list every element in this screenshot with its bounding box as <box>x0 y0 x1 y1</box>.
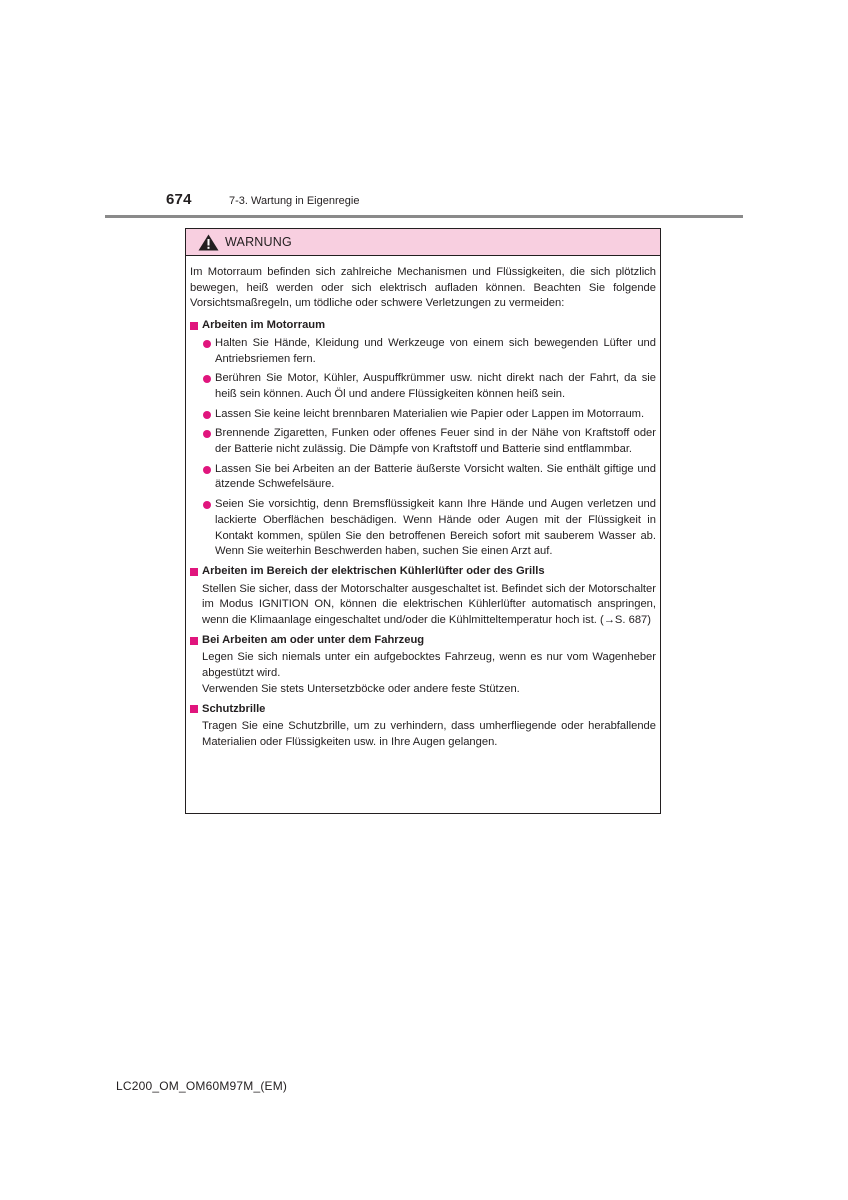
square-bullet-icon <box>190 705 198 713</box>
paragraph: Stellen Sie sicher, dass der Motorschalter ausgeschaltet ist. Befindet sich der Motorschalter im Modus IGNITION ON, können die elektrischen Kühlerlüfter automatisch anspringen, wenn die Klimaanlage eingeschaltet und/oder die Kühlmitteltemperatur hoch ist. (→S. 687) <box>202 582 656 627</box>
square-bullet-icon <box>190 568 198 576</box>
list-item <box>202 426 656 457</box>
document-code: LC200_OM_OM60M97M_(EM) <box>116 1079 288 1093</box>
bullet-list <box>190 336 656 560</box>
section-text <box>190 719 656 750</box>
paragraph: Verwenden Sie stets Untersetzböcke oder andere feste Stützen. <box>202 682 520 695</box>
section-heading-text: Bei Arbeiten am oder unter dem Fahrzeug <box>202 633 425 646</box>
warning-label: WARNUNG <box>225 235 292 249</box>
warning-box <box>185 228 661 814</box>
section-heading <box>190 702 656 718</box>
section-heading <box>190 564 656 580</box>
round-bullet-icon <box>203 466 211 474</box>
section-radiator-fans <box>190 564 656 629</box>
section-title: 7-3. Wartung in Eigenregie <box>229 195 360 207</box>
warning-body <box>186 256 660 751</box>
round-bullet-icon <box>203 411 211 419</box>
section-engine-room <box>190 318 656 560</box>
list-item <box>202 407 656 423</box>
section-heading <box>190 633 656 649</box>
round-bullet-icon <box>203 430 211 438</box>
header-rule <box>105 215 743 218</box>
warning-triangle-icon <box>198 234 219 251</box>
square-bullet-icon <box>190 637 198 645</box>
section-heading <box>190 318 656 334</box>
paragraph: Tragen Sie eine Schutzbrille, um zu verhindern, dass umherfliegende oder herabfallende Materialien oder Flüssigkeiten usw. in Ihre Augen gelangen. <box>202 720 656 748</box>
round-bullet-icon <box>203 501 211 509</box>
round-bullet-icon <box>203 340 211 348</box>
list-item-text: Lassen Sie keine leicht brennbaren Materialien wie Papier oder Lappen im Motorraum. <box>215 407 645 420</box>
warning-header <box>186 229 660 256</box>
section-under-vehicle <box>190 633 656 698</box>
list-item <box>202 336 656 367</box>
paragraph: Legen Sie sich niemals unter ein aufgebocktes Fahrzeug, wenn es nur vom Wagenheber abgestützt wird. <box>202 651 656 680</box>
section-text <box>190 582 656 629</box>
list-item <box>202 462 656 493</box>
list-item-text: Halten Sie Hände, Kleidung und Werkzeuge von einem sich bewegenden Lüfter und Antriebsriemen fern. <box>215 336 656 365</box>
list-item-text: Lassen Sie bei Arbeiten an der Batterie äußerste Vorsicht walten. Sie enthält giftige und ätzende Schwefelsäure. <box>215 462 656 491</box>
section-heading-text: Schutzbrille <box>202 702 266 715</box>
warning-intro: Im Motorraum befinden sich zahlreiche Mechanismen und Flüssigkeiten, die sich plötzlich bewegen, heiß werden oder sich elektrisch aufladen können. Beachten Sie folgende Vorsichtsmaßregeln, um tödliche oder schwere Verletzungen zu vermeiden: <box>190 266 656 310</box>
section-heading-text: Arbeiten im Motorraum <box>202 319 326 332</box>
list-item-text: Seien Sie vorsichtig, denn Bremsflüssigkeit kann Ihre Hände und Augen verletzen und lackierte Oberflächen beschädigen. Wenn Hände oder Augen mit der Flüssigkeit in Kontakt kommen, spülen Sie den betroffenen Bereich sofort mit sauberem Wasser ab. Wenn Sie weiterhin Beschwerden haben, suchen Sie einen Arzt auf. <box>215 498 656 558</box>
round-bullet-icon <box>203 375 211 383</box>
section-text <box>190 650 656 697</box>
square-bullet-icon <box>190 322 198 330</box>
list-item <box>202 371 656 402</box>
page-number: 674 <box>166 191 192 208</box>
section-safety-glasses <box>190 702 656 751</box>
list-item-text: Brennende Zigaretten, Funken oder offenes Feuer sind in der Nähe von Kraftstoff oder der Batterie nicht zulässig. Die Dämpfe von Kraftstoff und Batterie sind entflammbar. <box>215 427 656 456</box>
list-item <box>202 497 656 560</box>
list-item-text: Berühren Sie Motor, Kühler, Auspuffkrümmer usw. nicht direkt nach der Fahrt, da sie heiß sein können. Auch Öl und andere Flüssigkeiten können heiß sein. <box>215 372 656 400</box>
section-heading-text: Arbeiten im Bereich der elektrischen Kühlerlüfter oder des Grills <box>202 564 545 577</box>
